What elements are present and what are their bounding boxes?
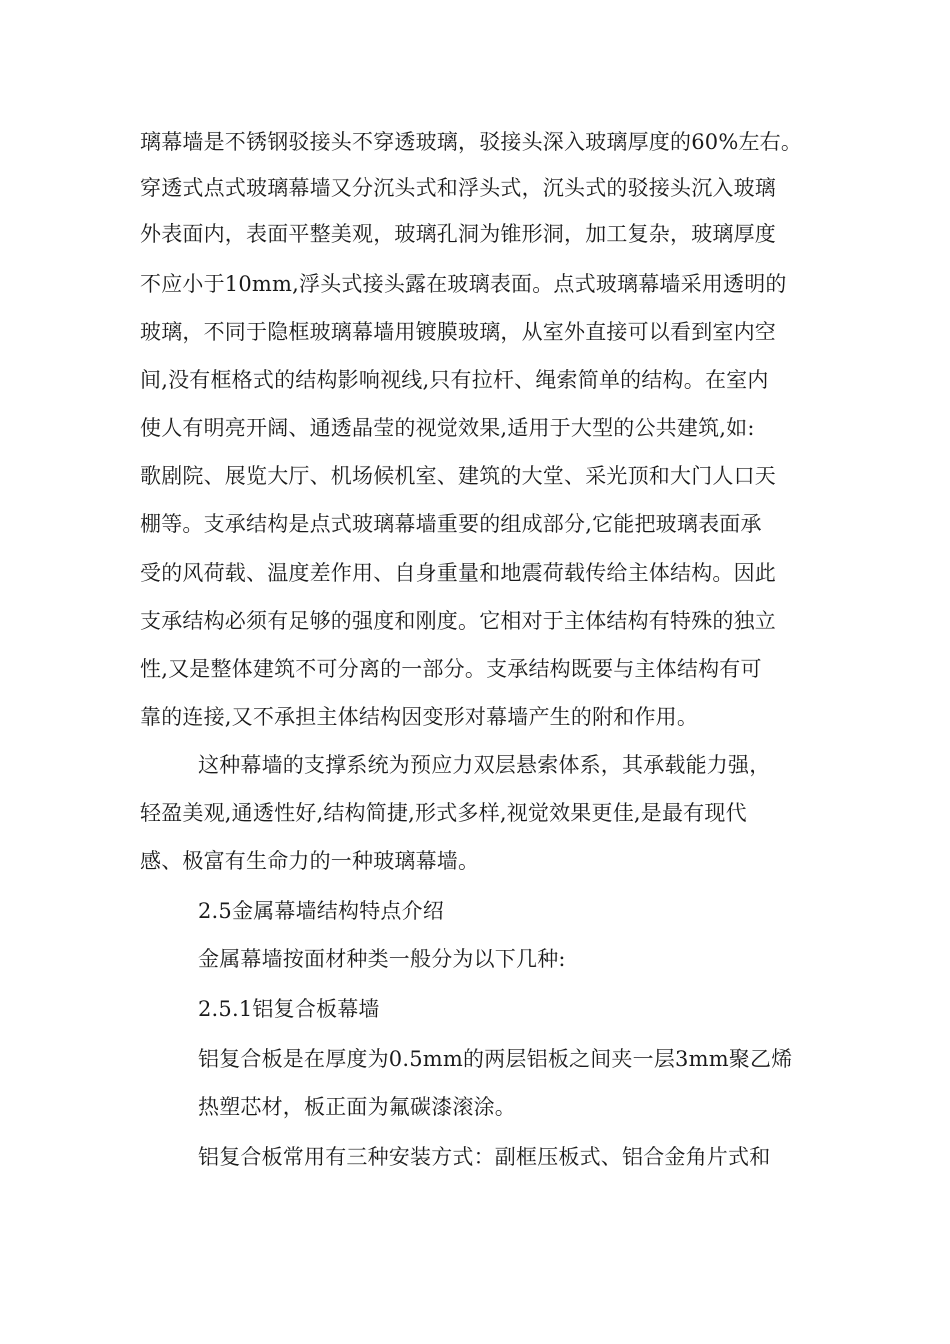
paragraph-line-20: 铝复合板是在厚度为0.5mm的两层铝板之间夹一层3mm聚乙烯	[198, 1047, 793, 1071]
paragraph-line-14: 这种幕墙的支撑系统为预应力双层悬索体系，其承载能力强，	[198, 753, 771, 777]
paragraph-line-21: 热塑芯材，板正面为氟碳漆滚涂。	[198, 1095, 516, 1119]
paragraph-line-7: 使人有明亮开阔、通透晶莹的视觉效果,适用于大型的公共建筑,如:	[140, 416, 755, 440]
paragraph-line-8: 歌剧院、展览大厅、机场候机室、建筑的大堂、采光顶和大门人口天	[140, 464, 776, 488]
paragraph-line-4: 不应小于10mm,浮头式接头露在玻璃表面。点式玻璃幕墙采用透明的	[140, 272, 787, 296]
paragraph-line-12: 性,又是整体建筑不可分离的一部分。支承结构既要与主体结构有可	[140, 657, 762, 681]
paragraph-line-13: 靠的连接,又不承担主体结构因变形对幕墙产生的附和作用。	[140, 705, 699, 729]
paragraph-line-11: 支承结构必须有足够的强度和刚度。它相对于主体结构有特殊的独立	[140, 609, 776, 633]
section-heading-2-5-1: 2.5.1铝复合板幕墙	[198, 997, 380, 1021]
paragraph-line-5: 玻璃，不同于隐框玻璃幕墙用镀膜玻璃，从室外直接可以看到室内空	[140, 320, 776, 344]
paragraph-line-1: 璃幕墙是不锈钢驳接头不穿透玻璃，驳接头深入玻璃厚度的60%左右。	[140, 130, 803, 154]
section-heading-2-5: 2.5金属幕墙结构特点介绍	[198, 899, 444, 923]
paragraph-line-18: 金属幕墙按面材种类一般分为以下几种:	[198, 947, 566, 971]
paragraph-line-10: 受的风荷载、温度差作用、自身重量和地震荷载传给主体结构。因此	[140, 561, 776, 585]
paragraph-line-15: 轻盈美观,通透性好,结构简捷,形式多样,视觉效果更佳,是最有现代	[140, 801, 747, 825]
paragraph-line-9: 棚等。支承结构是点式玻璃幕墙重要的组成部分,它能把玻璃表面承	[140, 512, 762, 536]
paragraph-line-2: 穿透式点式玻璃幕墙又分沉头式和浮头式，沉头式的驳接头沉入玻璃	[140, 176, 776, 200]
paragraph-line-16: 感、极富有生命力的一种玻璃幕墙。	[140, 849, 480, 873]
paragraph-line-3: 外表面内，表面平整美观，玻璃孔洞为锥形洞，加工复杂，玻璃厚度	[140, 222, 776, 246]
paragraph-line-22: 铝复合板常用有三种安装方式：副框压板式、铝合金角片式和	[198, 1145, 771, 1169]
paragraph-line-6: 间,没有框格式的结构影响视线,只有拉杆、绳索简单的结构。在室内	[140, 368, 769, 392]
